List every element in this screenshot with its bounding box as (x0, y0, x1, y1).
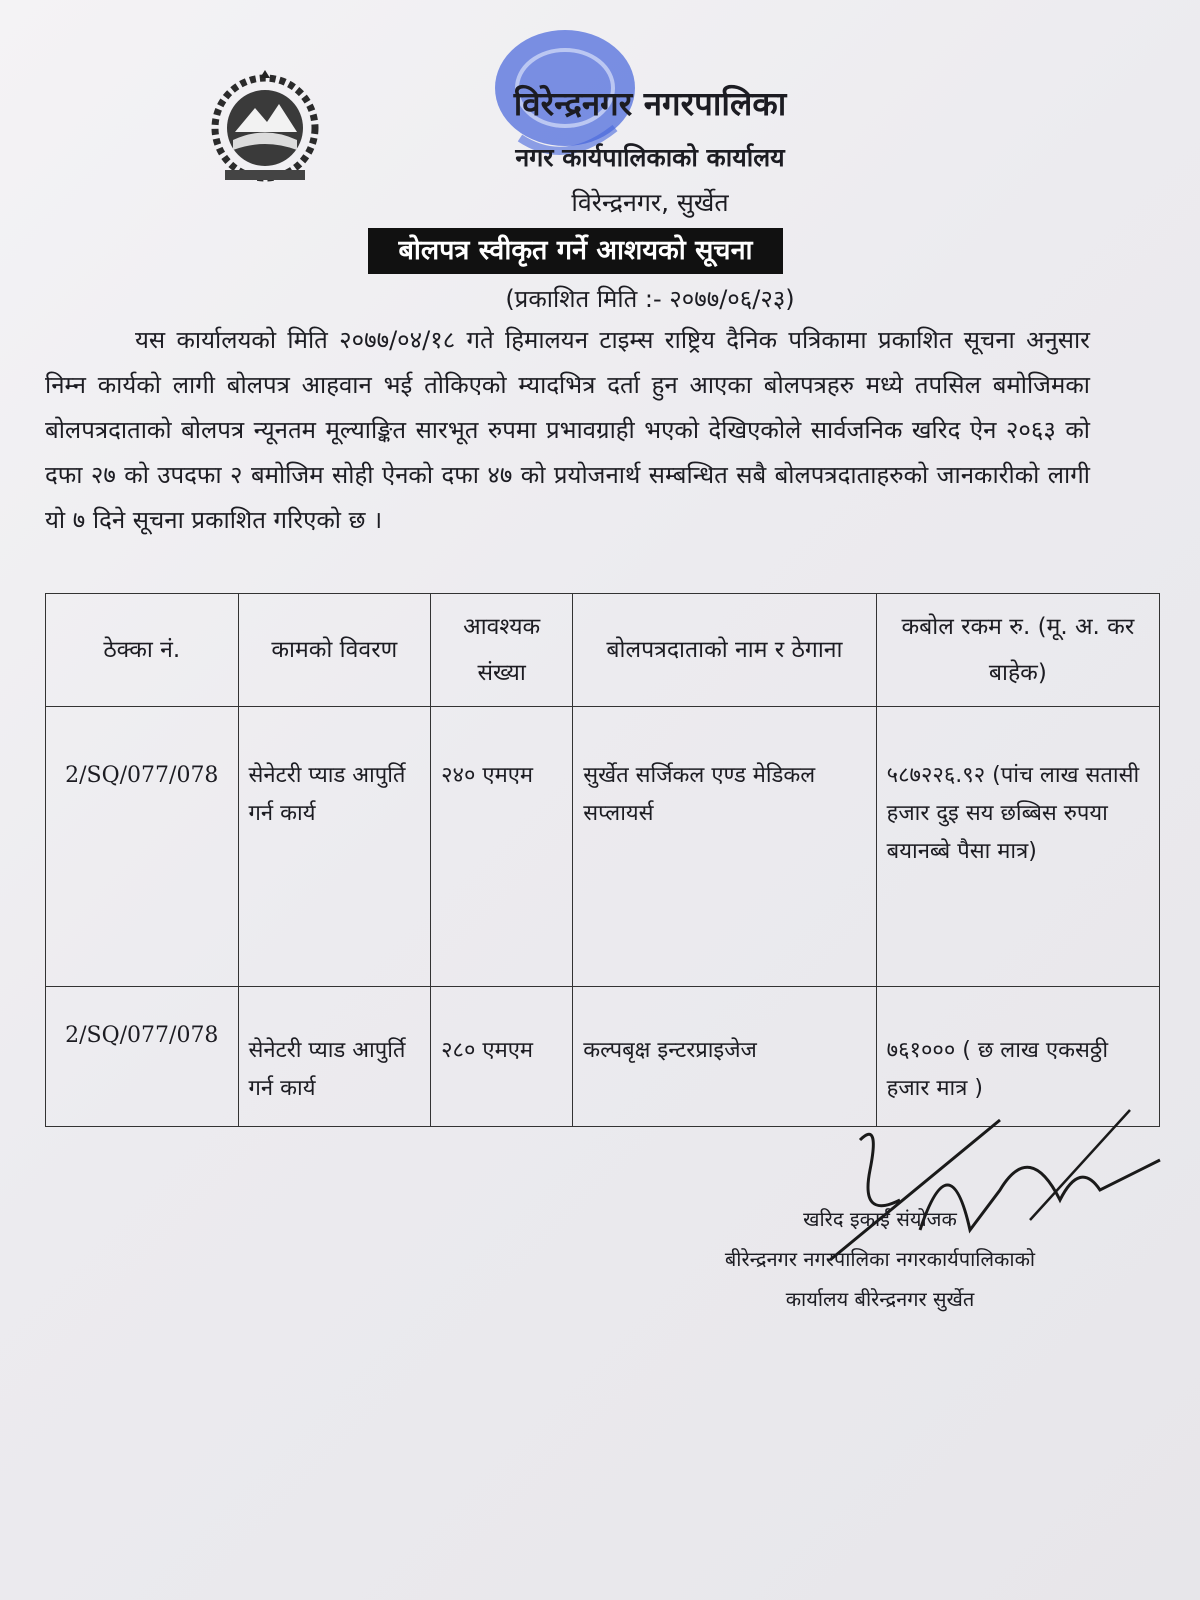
office-name: नगर कार्यपालिकाको कार्यालय (515, 143, 785, 172)
table-row (46, 707, 1160, 987)
header-bidder: बोलपत्रदाताको नाम र ठेगाना (573, 594, 876, 707)
header-contract: ठेक्का नं. (46, 594, 239, 707)
bid-amount: ५८७२२६.९२ (पांच लाख सतासी हजार दुइ सय छब्बिस रुपया बयानब्बे पैसा मात्र) (876, 707, 1159, 987)
quantity: २८० एमएम (431, 987, 573, 1127)
notice-body: यस कार्यालयको मिति २०७७/०४/१८ गते हिमालयन टाइम्स राष्ट्रिय दैनिक पत्रिकामा प्रकाशित सूचना अनुसार निम्न कार्यको लागी बोलपत्र आहवान भई तोकिएको म्यादभित्र दर्ता हुन आएका बोलपत्रहरु मध्ये तपसिल बमोजिमका बोलपत्रदाताको बोलपत्र न्यूनतम मूल्याङ्कित सारभूत रुपमा प्रभावग्राही भएको देखिएकोले सार्वजनिक खरिद ऐन २०६३ को दफा २७ को उपदफा २ बमोजिम सोही ऐनको दफा ४७ को प्रयोजनार्थ सम्बन्धित सबै बोलपत्रदाताहरुको जानकारीको लागी यो ७ दिने सूचना प्रकाशित गरिएको छ । (45, 326, 1090, 534)
contract-no: 2/SQ/077/078 (46, 987, 239, 1127)
bid-amount: ७६१००० ( छ लाख एकसठ्ठी हजार मात्र ) (876, 987, 1159, 1127)
org-name: विरेन्द्रनगर नगरपालिका (513, 84, 787, 123)
quantity: २४० एमएम (431, 707, 573, 987)
header-amount: कबोल रकम रु. (मू. अ. कर बाहेक) (876, 594, 1159, 707)
header-work: कामको विवरण (238, 594, 431, 707)
bid-table (45, 593, 1160, 1127)
work-description: सेनेटरी प्याड आपुर्ति गर्न कार्य (238, 987, 431, 1127)
signatory-office: बीरेन्द्रनगर नगरपालिका नगरकार्यपालिकाको (724, 1247, 1036, 1271)
office-location: विरेन्द्रनगर, सुर्खेत (571, 188, 729, 217)
signatory-title: खरिद इकाई संयोजक (803, 1207, 957, 1231)
bidder-name: सुर्खेत सर्जिकल एण्ड मेडिकल सप्लायर्स (573, 707, 876, 987)
bidder-name: कल्पबृक्ष इन्टरप्राइजेज (573, 987, 876, 1127)
work-description: सेनेटरी प्याड आपुर्ति गर्न कार्य (238, 707, 431, 987)
signatory-address: कार्यालय बीरेन्द्रनगर सुर्खेत (785, 1287, 975, 1311)
table-header-row (46, 594, 1160, 707)
contract-no: 2/SQ/077/078 (46, 707, 239, 987)
published-date: (प्रकाशित मिति :- २०७७/०६/२३) (505, 285, 795, 313)
notice-title: बोलपत्र स्वीकृत गर्ने आशयको सूचना (368, 228, 783, 274)
header-qty: आवश्यक संख्या (431, 594, 573, 707)
